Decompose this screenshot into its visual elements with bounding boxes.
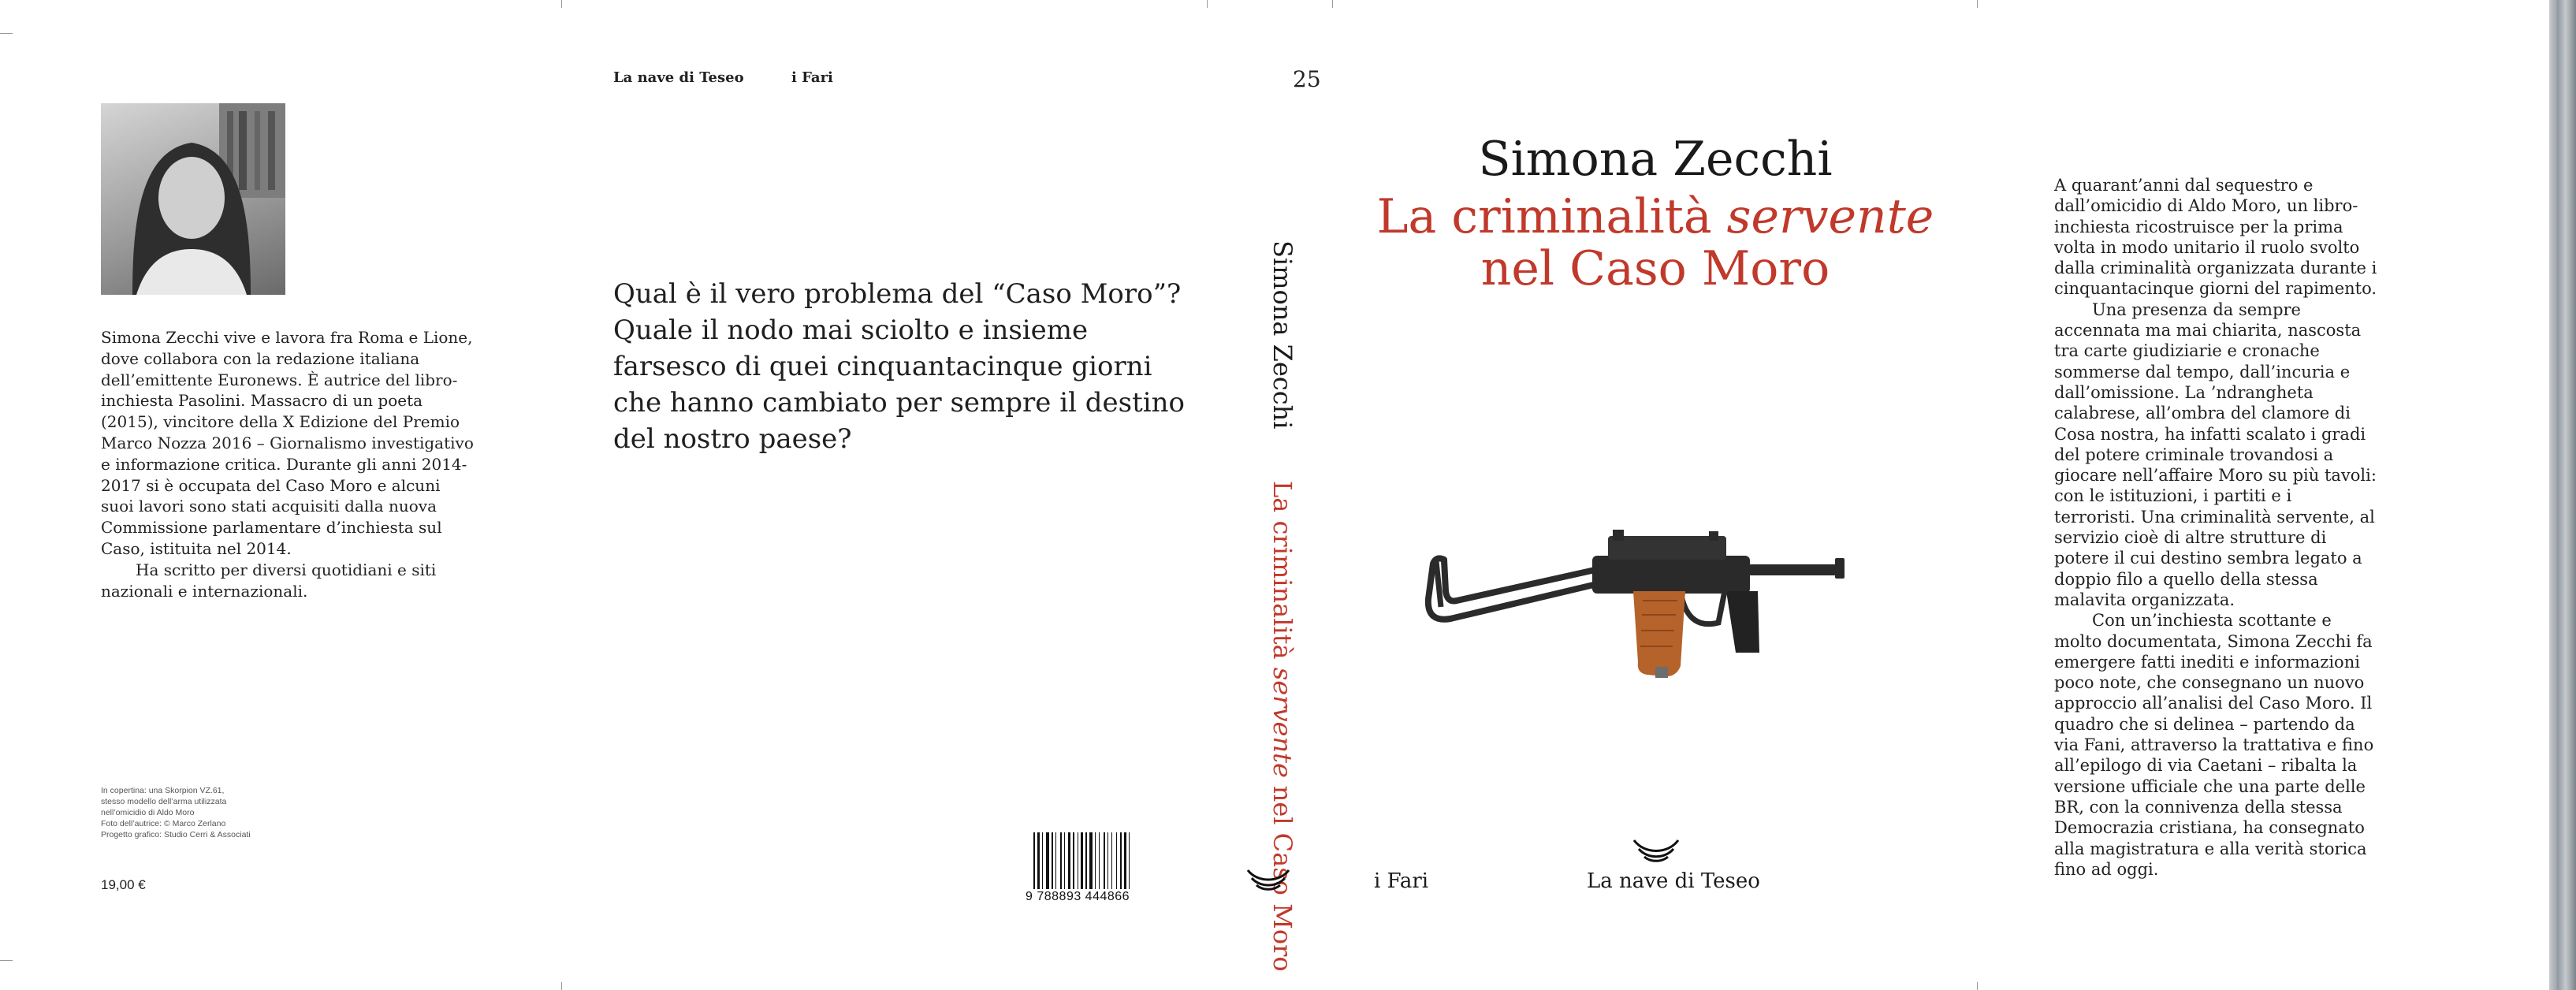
- ship-waves-logo-icon: [1632, 836, 1681, 864]
- spine-title-part1: La criminalità: [1268, 480, 1297, 668]
- credit-line: Foto dell’autrice: © Marco Zerlano: [101, 819, 226, 828]
- title-part1: La criminalità: [1376, 189, 1727, 244]
- cover-credits: [101, 785, 306, 840]
- spine-title: [1268, 481, 1297, 778]
- bio-paragraph: Ha scritto per diversi quotidiani e siti nazionali e internazionali.: [101, 560, 437, 601]
- spine-author: Simona Zecchi: [1268, 240, 1297, 430]
- back-publisher: La nave di Teseo: [613, 69, 744, 86]
- price: 19,00 €: [101, 877, 146, 892]
- credit-line: In copertina: una Skorpion VZ.61,: [101, 786, 225, 795]
- book-edge: [2549, 0, 2557, 990]
- spine-title-italic: servente: [1268, 667, 1297, 778]
- credit-line: Progetto grafico: Studio Cerri & Associati: [101, 830, 251, 839]
- author-bio: [101, 327, 475, 601]
- isbn-digits: 9 788893 444866: [1026, 890, 1130, 903]
- flap-paragraph: Con un’inchiesta scottante e molto documentata, Simona Zecchi fa emergere fatti inediti e informazioni poco note, che consegnano un nuovo approccio all’analisi del Caso Moro. Il quadro che si delinea – partendo da via Fani, attraverso la trattativa e fino all’epilogo di via Caetani – ribalta la versione ufficiale che una parte delle BR, con la connivenza della stessa Democrazia cristiana, ha consegnato alla magistratura e alla verità storica fino ad oggi.: [2054, 611, 2374, 879]
- credit-line: stesso modello dell’arma utilizzata: [101, 797, 227, 806]
- crop-mark: [1332, 0, 1333, 8]
- cover-author: Simona Zecchi: [1478, 132, 1833, 187]
- front-publisher: La nave di Teseo: [1587, 869, 1760, 893]
- ship-waves-logo-icon: [1245, 865, 1291, 892]
- crop-mark: [1977, 982, 1978, 990]
- back-blurb: Qual è il vero problema del “Caso Moro”? Quale il nodo mai sciolto e insieme farsesco di quei cinquantacinque giorni che hanno cambiato per sempre il destino del nostro paese?: [613, 278, 1186, 455]
- title-line2: nel Caso Moro: [1480, 241, 1830, 296]
- crop-mark: [1977, 0, 1978, 8]
- title-italic: servente: [1726, 189, 1934, 244]
- front-series: i Fari: [1374, 869, 1429, 893]
- crop-mark: [561, 0, 562, 8]
- author-photo: [101, 103, 285, 295]
- crop-mark: [0, 960, 13, 961]
- flap-paragraph: A quarant’anni dal sequestro e dall’omicidio di Aldo Moro, un libro-inchiesta ricostruisce per la prima volta in modo unitario il ruolo svolto dalla criminalità organizzata durante i cinquantacinque giorni del rapimento.: [2054, 176, 2377, 299]
- spine-text: [1268, 240, 1297, 972]
- bio-paragraph: Simona Zecchi vive e lavora fra Roma e Lione, dove collabora con la redazione italiana dell’emittente Euronews. È autrice del libro-inchiesta Pasolini. Massacro di un poeta (2015), vincitore della X Edizione del Premio Marco Nozza 2016 – Giornalismo investigativo e informazione critica. Durante gli anni 2014-2017 si è occupata del Caso Moro e alcuni suoi lavori sono stati acquisiti dalla nuova Commissione parlamentare d’inchiesta sul Caso, istituita nel 2014.: [101, 328, 474, 558]
- flap-paragraph: Una presenza da sempre accennata ma mai chiarita, nascosta tra carte giudiziarie e cronache sommerse dal tempo, dall’incuria e dall’omissione. La ’ndrangheta calabrese, all’ombra del clamore di Cosa nostra, ha infatti scalato i gradi del potere criminale trovandosi a giocare nell’affaire Moro su più tavoli: con le istituzioni, i partiti e i terroristi. Una criminalità servente, al servizio cioè di altre strutture di potere il cui destino sembra legato a doppio filo a quello della stessa malavita organizzata.: [2054, 300, 2377, 609]
- skorpion-submachine-gun-illustration: [1419, 512, 1876, 686]
- spine-series-number: 25: [1293, 66, 1321, 92]
- crop-mark: [1207, 0, 1208, 8]
- book-edge-shadow: [2557, 0, 2576, 990]
- title-line1: [1340, 191, 1971, 243]
- crop-mark: [561, 982, 562, 990]
- author-portrait-icon: [101, 103, 285, 295]
- back-series: i Fari: [791, 69, 833, 86]
- flap-description: [2054, 175, 2377, 880]
- credit-line: nell’omicidio di Aldo Moro: [101, 808, 195, 817]
- cover-title: [1340, 191, 1971, 295]
- spine-title-line2: nel Caso Moro: [1268, 785, 1297, 972]
- crop-mark: [0, 33, 13, 34]
